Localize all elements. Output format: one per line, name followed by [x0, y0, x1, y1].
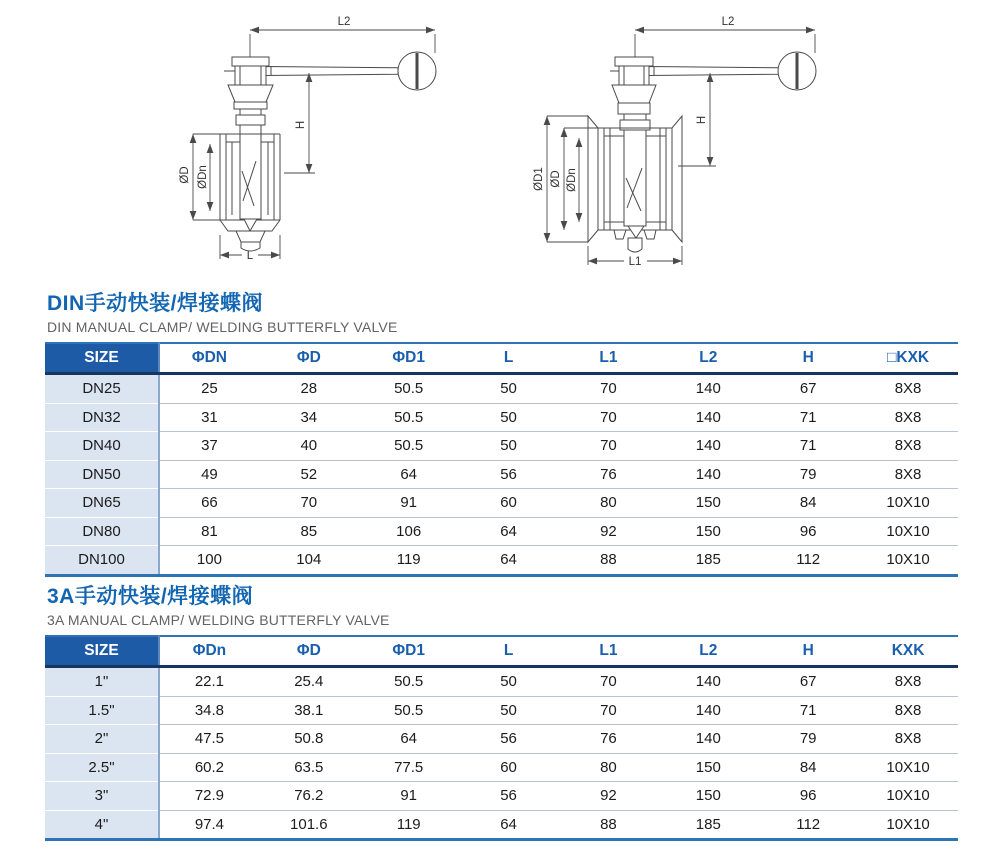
- size-cell: DN32: [45, 403, 159, 432]
- value-cell: 84: [758, 753, 858, 782]
- size-cell: 3": [45, 782, 159, 811]
- value-cell: 71: [758, 696, 858, 725]
- value-cell: 8X8: [858, 374, 958, 404]
- valve-handle: [648, 67, 779, 76]
- value-cell: 85: [259, 517, 359, 546]
- column-header: L: [459, 343, 559, 374]
- column-header: L2: [658, 636, 758, 667]
- value-cell: 38.1: [259, 696, 359, 725]
- column-header: ΦDn: [159, 636, 259, 667]
- value-cell: 140: [658, 432, 758, 461]
- table-row: [45, 667, 958, 697]
- column-header: ΦDN: [159, 343, 259, 374]
- value-cell: 88: [600, 551, 617, 569]
- size-cell: DN25: [45, 374, 159, 404]
- value-cell: 52: [259, 460, 359, 489]
- value-cell: 66: [159, 489, 259, 518]
- valve-stem: [624, 114, 646, 226]
- column-header: H: [758, 343, 858, 374]
- value-cell: 70: [559, 696, 659, 725]
- value-cell: 67: [758, 374, 858, 404]
- table-row: [45, 460, 958, 489]
- value-cell: 64: [359, 460, 459, 489]
- value-cell: 50: [459, 403, 559, 432]
- table-row: [45, 489, 958, 518]
- section-title-zh: DIN手动快装/焊接蝶阀: [47, 292, 263, 315]
- value-cell: 50.5: [359, 374, 459, 404]
- column-header: ΦD: [259, 636, 359, 667]
- value-cell: 50.5: [359, 667, 459, 697]
- value-cell: 60: [459, 489, 559, 518]
- value-cell: 8X8: [858, 432, 958, 461]
- value-cell: 64: [500, 551, 517, 569]
- valve-neck: [228, 57, 273, 109]
- value-cell: 56: [459, 782, 559, 811]
- value-cell: 34.8: [159, 696, 259, 725]
- value-cell: 10X10: [858, 489, 958, 518]
- value-cell: 40: [259, 432, 359, 461]
- value-cell: 10X10: [858, 782, 958, 811]
- value-cell: 8X8: [858, 460, 958, 489]
- value-cell: 70: [559, 432, 659, 461]
- value-cell: 70: [559, 667, 659, 697]
- value-cell: 76: [559, 460, 659, 489]
- value-cell: 50: [459, 667, 559, 697]
- value-cell: 28: [259, 374, 359, 404]
- value-cell: 70: [259, 489, 359, 518]
- column-header: KXK: [858, 636, 958, 667]
- dim-label-dn: ØDn: [197, 165, 209, 189]
- value-cell: 76: [559, 725, 659, 754]
- column-header: L: [459, 636, 559, 667]
- column-header: ΦD: [259, 343, 359, 374]
- value-cell: 92: [559, 517, 659, 546]
- value-cell: 64: [459, 517, 559, 546]
- handle-ball-knob: [778, 52, 816, 90]
- value-cell: 50.5: [359, 432, 459, 461]
- column-header: ΦD1: [359, 636, 459, 667]
- value-cell: 140: [658, 667, 758, 697]
- size-cell: DN40: [45, 432, 159, 461]
- value-cell: 100: [196, 551, 222, 569]
- header-row: [45, 636, 958, 667]
- din-valve-section: [45, 287, 958, 577]
- value-cell: 37: [159, 432, 259, 461]
- value-cell: 91: [359, 489, 459, 518]
- value-cell: 185: [695, 551, 721, 569]
- column-header: H: [758, 636, 858, 667]
- table-row: [45, 696, 958, 725]
- value-cell: 70: [559, 403, 659, 432]
- value-cell: 84: [758, 489, 858, 518]
- value-cell: 140: [658, 696, 758, 725]
- 3a-valve-section: [45, 580, 958, 841]
- value-cell: 63.5: [259, 753, 359, 782]
- size-cell: 2.5": [45, 753, 159, 782]
- value-cell: 50.5: [359, 403, 459, 432]
- dimension-l2: [635, 30, 815, 57]
- value-cell: 50: [459, 374, 559, 404]
- value-cell: 140: [658, 725, 758, 754]
- size-cell: 1.5": [45, 696, 159, 725]
- value-cell: 96: [758, 517, 858, 546]
- valve-neck: [612, 57, 656, 114]
- value-cell: 185: [695, 815, 721, 833]
- table-row: [45, 374, 958, 404]
- value-cell: 10X10: [858, 753, 958, 782]
- value-cell: 50.5: [359, 696, 459, 725]
- value-cell: 150: [658, 489, 758, 518]
- dim-label-l2: L2: [721, 16, 735, 28]
- value-cell: 92: [559, 782, 659, 811]
- value-cell: 101.6: [290, 815, 328, 833]
- value-cell: 50.8: [259, 725, 359, 754]
- value-cell: 80: [559, 753, 659, 782]
- din-spec-table: [45, 342, 958, 577]
- table-row: [45, 432, 958, 461]
- value-cell: 50: [459, 432, 559, 461]
- size-cell: 4": [45, 810, 159, 840]
- size-cell: DN50: [45, 460, 159, 489]
- value-cell: 10X10: [886, 815, 930, 833]
- table-row: [45, 810, 958, 840]
- dim-label-h: H: [295, 120, 307, 130]
- header-row: [45, 343, 958, 374]
- value-cell: 79: [758, 460, 858, 489]
- value-cell: 49: [159, 460, 259, 489]
- value-cell: 34: [259, 403, 359, 432]
- value-cell: 47.5: [159, 725, 259, 754]
- column-header: ΦD1: [359, 343, 459, 374]
- value-cell: 10X10: [858, 517, 958, 546]
- dimension-l2: [250, 30, 435, 57]
- dim-label-dn: ØDn: [566, 168, 578, 192]
- value-cell: 60.2: [159, 753, 259, 782]
- size-cell: DN80: [45, 517, 159, 546]
- weld-end-butterfly-valve-drawing: [128, 3, 478, 278]
- column-header: L2: [658, 343, 758, 374]
- value-cell: 81: [159, 517, 259, 546]
- value-cell: 71: [758, 432, 858, 461]
- value-cell: 77.5: [359, 753, 459, 782]
- value-cell: 25: [159, 374, 259, 404]
- column-header: □KXK: [858, 343, 958, 374]
- size-column-header: SIZE: [45, 343, 159, 374]
- table-row: [45, 403, 958, 432]
- value-cell: 119: [396, 815, 421, 833]
- value-cell: 64: [500, 815, 517, 833]
- size-cell: DN65: [45, 489, 159, 518]
- dim-label-d: ØD: [550, 170, 562, 188]
- value-cell: 10X10: [886, 551, 930, 569]
- value-cell: 72.9: [159, 782, 259, 811]
- value-cell: 64: [359, 725, 459, 754]
- table-row: [45, 753, 958, 782]
- value-cell: 60: [459, 753, 559, 782]
- clamp-end-butterfly-valve-drawing: [520, 3, 870, 278]
- stem-nut: [236, 115, 265, 125]
- column-header: L1: [559, 343, 659, 374]
- table-row: [45, 546, 958, 576]
- value-cell: 8X8: [858, 667, 958, 697]
- value-cell: 140: [658, 374, 758, 404]
- dim-label-h: H: [696, 115, 708, 125]
- value-cell: 56: [459, 725, 559, 754]
- value-cell: 96: [758, 782, 858, 811]
- value-cell: 71: [758, 403, 858, 432]
- value-cell: 22.1: [159, 667, 259, 697]
- table-row: [45, 782, 958, 811]
- dim-label-l1: L1: [628, 256, 642, 268]
- section-title-en: 3A MANUAL CLAMP/ WELDING BUTTERFLY VALVE: [47, 612, 390, 628]
- section-title-zh: 3A手动快装/焊接蝶阀: [47, 585, 254, 608]
- value-cell: 56: [459, 460, 559, 489]
- value-cell: 119: [396, 551, 421, 569]
- section-title-en: DIN MANUAL CLAMP/ WELDING BUTTERFLY VALVE: [47, 319, 398, 335]
- value-cell: 88: [600, 815, 617, 833]
- 3a-spec-table: [45, 635, 958, 841]
- value-cell: 91: [359, 782, 459, 811]
- size-cell: 2": [45, 725, 159, 754]
- dim-label-l: L: [246, 250, 254, 262]
- value-cell: 112: [796, 551, 821, 569]
- value-cell: 8X8: [858, 403, 958, 432]
- value-cell: 25.4: [259, 667, 359, 697]
- value-cell: 76.2: [259, 782, 359, 811]
- value-cell: 150: [658, 782, 758, 811]
- value-cell: 31: [159, 403, 259, 432]
- value-cell: 70: [559, 374, 659, 404]
- value-cell: 8X8: [858, 725, 958, 754]
- dim-label-l2: L2: [337, 16, 351, 28]
- value-cell: 8X8: [858, 696, 958, 725]
- value-cell: 50: [459, 696, 559, 725]
- valve-handle: [265, 67, 398, 76]
- size-cell: DN100: [45, 546, 159, 576]
- dim-label-d1: ØD1: [533, 167, 545, 191]
- table-row: [45, 517, 958, 546]
- value-cell: 104: [296, 551, 322, 569]
- value-cell: 140: [658, 403, 758, 432]
- value-cell: 106: [359, 517, 459, 546]
- handle-ball-knob: [398, 52, 436, 90]
- column-header: L1: [559, 636, 659, 667]
- value-cell: 80: [559, 489, 659, 518]
- value-cell: 67: [758, 667, 858, 697]
- size-column-header: SIZE: [45, 636, 159, 667]
- value-cell: 150: [658, 753, 758, 782]
- size-cell: 1": [45, 667, 159, 697]
- value-cell: 112: [796, 815, 821, 833]
- table-row: [45, 725, 958, 754]
- value-cell: 140: [658, 460, 758, 489]
- value-cell: 150: [658, 517, 758, 546]
- value-cell: 79: [758, 725, 858, 754]
- dim-label-d: ØD: [179, 166, 191, 184]
- value-cell: 97.4: [194, 815, 225, 833]
